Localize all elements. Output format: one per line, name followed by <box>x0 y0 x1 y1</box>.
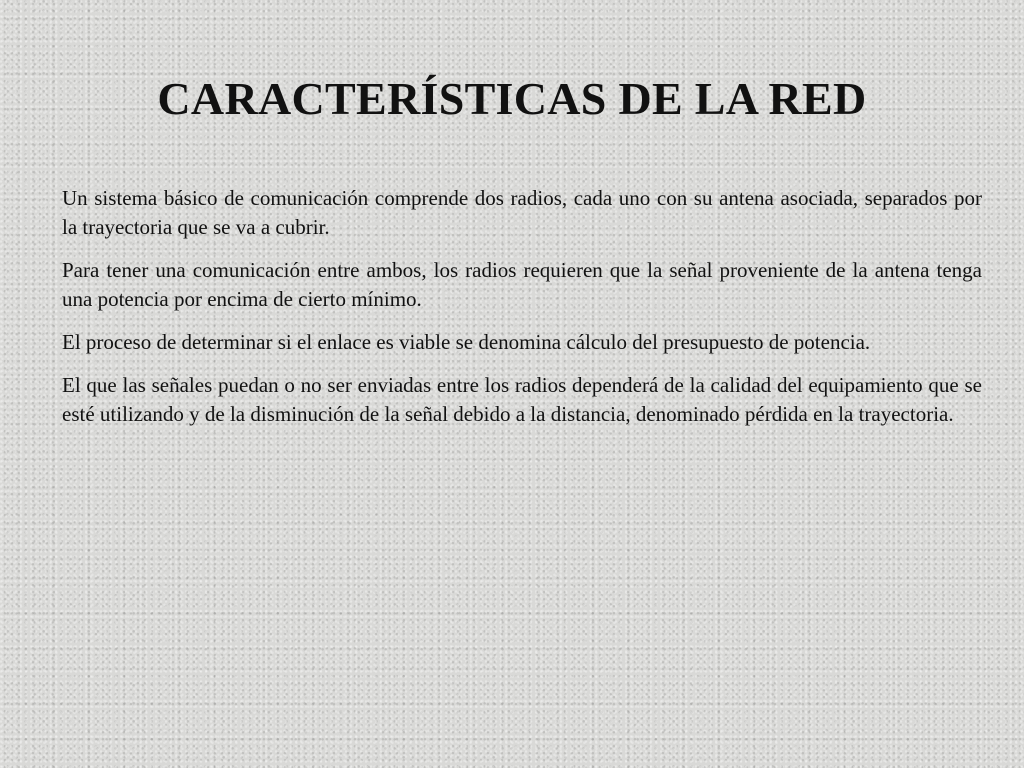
paragraph-3: El proceso de determinar si el enlace es viable se denomina cálculo del presupuesto de potencia. <box>62 330 871 354</box>
paragraph-1: Un sistema básico de comunicación comprende dos radios, cada uno con su antena asociada, separados por la trayectoria que se va a cubrir. <box>62 186 982 239</box>
paragraph-4: El que las señales puedan o no ser enviadas entre los radios dependerá de la calidad del equipamiento que se esté utilizando y de la disminución de la señal debido a la distancia, denominado pérdida en la trayectoria. <box>62 373 982 426</box>
slide-body <box>62 184 982 443</box>
paragraph-2: Para tener una comunicación entre ambos, los radios requieren que la señal proveniente de la antena tenga una potencia por encima de cierto mínimo. <box>62 258 982 311</box>
slide-title: CARACTERÍSTICAS DE LA RED <box>157 73 867 124</box>
